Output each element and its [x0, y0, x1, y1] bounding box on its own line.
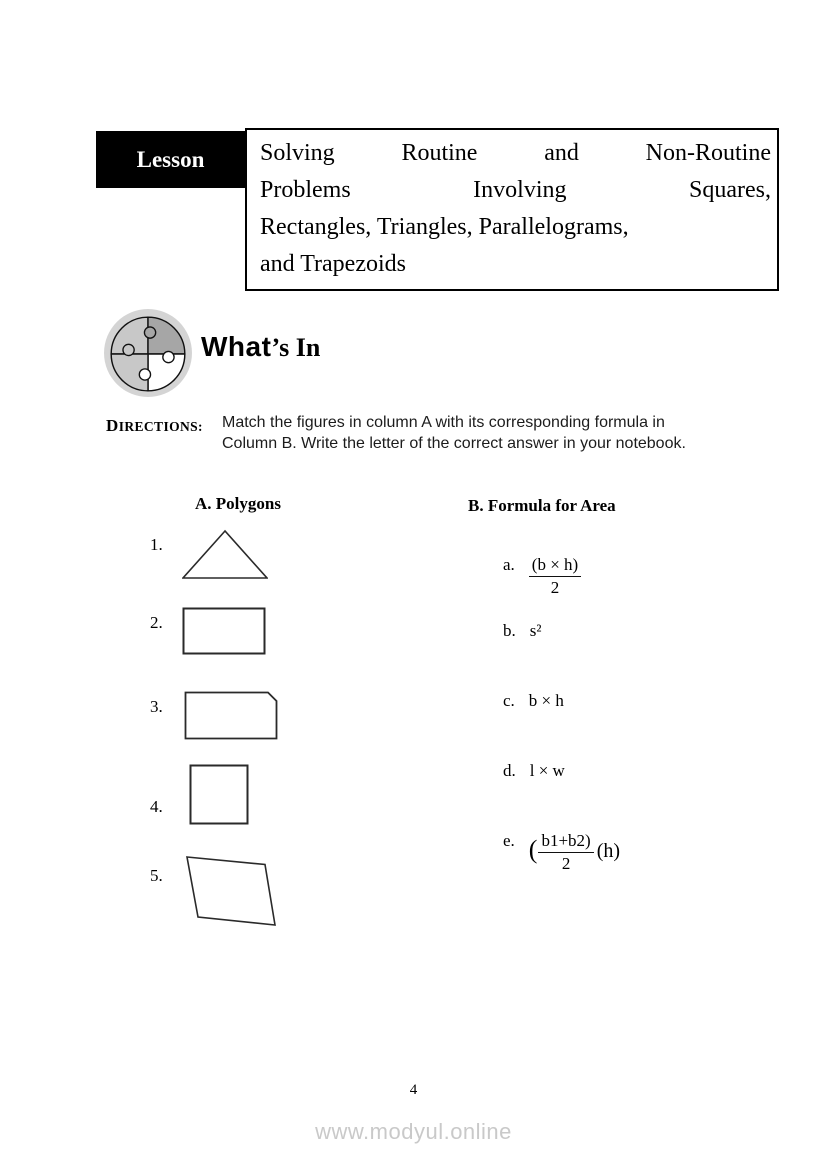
- rectangle-shape: [182, 607, 266, 655]
- formula-suffix: (h): [596, 840, 621, 862]
- formula-item-d: [503, 761, 565, 781]
- formula-text: s²: [529, 621, 542, 640]
- formula-item-e: [503, 831, 620, 874]
- item-number-4: 4.: [150, 797, 163, 816]
- formula-letter: d.: [503, 761, 516, 780]
- whats-in-heading-part2: ’s In: [271, 333, 321, 362]
- lesson-title-box: [245, 128, 779, 291]
- formula-letter: c.: [503, 691, 515, 710]
- item-number-3: 3.: [150, 697, 163, 716]
- directions-label: DIRECTIONS:: [106, 416, 203, 435]
- lesson-title-line: Rectangles, Triangles, Parallelograms,: [260, 214, 629, 240]
- open-paren: (: [528, 835, 538, 864]
- page-number: 4: [409, 1082, 418, 1098]
- item-number-2: 2.: [150, 613, 163, 632]
- lesson-title-line: Solving Routine and Non-Routine: [260, 140, 771, 166]
- watermark: www.modyul.online: [315, 1119, 512, 1144]
- formula-text: b × h: [528, 691, 564, 710]
- column-b-header: B. Formula for Area: [468, 496, 616, 515]
- formula-letter: a.: [503, 555, 515, 574]
- lesson-title-line: and Trapezoids: [260, 251, 406, 277]
- lesson-badge: Lesson: [96, 131, 245, 188]
- square-shape: [189, 764, 250, 826]
- directions-line1: Match the figures in column A with its corresponding formula in: [222, 414, 665, 431]
- directions-text: [222, 413, 762, 454]
- fraction-denominator: 2: [561, 854, 571, 873]
- fraction-numerator: b1+b2): [538, 831, 593, 853]
- item-number-5: 5.: [150, 866, 163, 885]
- right-trapezoid-shape: [184, 691, 278, 740]
- formula-text: l × w: [529, 761, 565, 780]
- triangle-shape: [182, 529, 268, 580]
- directions-line2: Column B. Write the letter of the correct answer in your notebook.: [222, 434, 686, 452]
- formula-item-b: [503, 621, 541, 641]
- fraction: [529, 555, 581, 598]
- whats-in-heading-part1: What: [201, 331, 272, 362]
- fraction-numerator: (b × h): [529, 555, 581, 577]
- lesson-title-line: Problems Involving Squares,: [260, 177, 771, 203]
- fraction-denominator: 2: [550, 578, 560, 597]
- formula-letter: b.: [503, 621, 516, 640]
- whats-in-heading: [201, 331, 320, 367]
- fraction: [538, 831, 593, 874]
- item-number-1: 1.: [150, 535, 163, 554]
- column-a-header: A. Polygons: [195, 494, 281, 513]
- formula-letter: e.: [503, 831, 515, 850]
- formula-item-a: [503, 555, 581, 598]
- puzzle-icon: [103, 308, 193, 398]
- formula-item-c: [503, 691, 564, 711]
- parallelogram-shape: [185, 855, 278, 928]
